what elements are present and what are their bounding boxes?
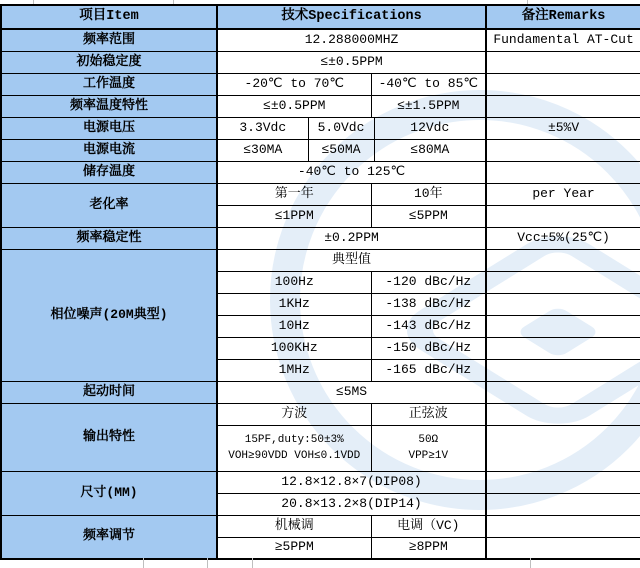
operating-temp-std: -20℃ to 70℃ xyxy=(217,73,371,95)
row-storage-temp xyxy=(1,161,640,183)
output-sine-line1: 50Ω xyxy=(418,433,439,446)
spec-table xyxy=(0,4,640,560)
remarks-empty-cell xyxy=(486,271,640,293)
dimensions-dip08: 12.8×12.8×7(DIP08) xyxy=(217,471,486,493)
remarks-empty-cell xyxy=(486,425,640,471)
phase-noise-value: -165 dBc/Hz xyxy=(371,359,486,381)
storage-temp-label: 储存温度 xyxy=(1,161,217,183)
remarks-empty-cell xyxy=(486,493,640,515)
row-dimensions-dip08 xyxy=(1,471,640,493)
remarks-empty-cell xyxy=(486,359,640,381)
remarks-empty-cell xyxy=(486,139,640,161)
freq-adjust-mech-header: 机械调 xyxy=(217,515,371,537)
remarks-empty-cell xyxy=(486,337,640,359)
row-aging-periods xyxy=(1,183,640,205)
freq-adjust-vc-value: ≥8PPM xyxy=(371,537,486,559)
supply-current-5v: ≤50MA xyxy=(308,139,374,161)
phase-noise-offset: 100Hz xyxy=(217,271,371,293)
phase-noise-offset: 1KHz xyxy=(217,293,371,315)
operating-temp-label: 工作温度 xyxy=(1,73,217,95)
remarks-empty-cell xyxy=(486,381,640,403)
row-freq-stability xyxy=(1,227,640,249)
supply-current-3v3: ≤30MA xyxy=(217,139,308,161)
operating-temp-ext: -40℃ to 85℃ xyxy=(371,73,486,95)
freq-adjust-vc-header: 电调（VC) xyxy=(371,515,486,537)
aging-remark: per Year xyxy=(486,183,640,205)
startup-time-value: ≤5MS xyxy=(217,381,486,403)
remarks-empty-cell xyxy=(486,515,640,537)
supply-voltage-5v: 5.0Vdc xyxy=(308,117,374,139)
freq-temp-char-std: ≤±0.5PPM xyxy=(217,95,371,117)
freq-temp-char-label: 频率温度特性 xyxy=(1,95,217,117)
output-sine-header: 正弦波 xyxy=(371,403,486,425)
phase-noise-offset: 1MHz xyxy=(217,359,371,381)
remarks-empty-cell xyxy=(486,403,640,425)
output-sine-spec xyxy=(371,425,486,471)
freq-temp-char-ext: ≤±1.5PPM xyxy=(371,95,486,117)
dimensions-dip14: 20.8×13.2×8(DIP14) xyxy=(217,493,486,515)
freq-range-label: 频率范围 xyxy=(1,29,217,51)
remarks-empty-cell xyxy=(486,95,640,117)
output-square-line2: VOH≥90VDD VOH≤0.1VDD xyxy=(228,450,361,462)
freq-adjust-mech-value: ≥5PPM xyxy=(217,537,371,559)
phase-noise-typical: 典型值 xyxy=(217,249,486,271)
initial-stability-label: 初始稳定度 xyxy=(1,51,217,73)
gridline-tick xyxy=(207,558,208,568)
aging-value-2: ≤5PPM xyxy=(371,205,486,227)
row-phase-noise-typical xyxy=(1,249,640,271)
phase-noise-offset: 100KHz xyxy=(217,337,371,359)
output-square-spec xyxy=(217,425,371,471)
initial-stability-value: ≤±0.5PPM xyxy=(217,51,486,73)
aging-label: 老化率 xyxy=(1,183,217,227)
supply-voltage-remark: ±5%V xyxy=(486,117,640,139)
row-operating-temp xyxy=(1,73,640,95)
gridline-tick xyxy=(530,558,531,568)
dimensions-label: 尺寸(MM) xyxy=(1,471,217,515)
remarks-empty-cell xyxy=(486,537,640,559)
gridline-tick xyxy=(252,558,253,568)
aging-value-1: ≤1PPM xyxy=(217,205,371,227)
remarks-empty-cell xyxy=(486,293,640,315)
freq-stability-remark: Vcc±5%(25℃) xyxy=(486,227,640,249)
phase-noise-value: -138 dBc/Hz xyxy=(371,293,486,315)
row-supply-current xyxy=(1,139,640,161)
output-square-line1: 15PF,duty:50±3% xyxy=(244,433,344,446)
freq-stability-label: 频率稳定性 xyxy=(1,227,217,249)
header-spec: 技术Specifications xyxy=(217,5,486,29)
output-square-header: 方波 xyxy=(217,403,371,425)
output-label: 输出特性 xyxy=(1,403,217,471)
remarks-empty-cell xyxy=(486,161,640,183)
phase-noise-label: 相位噪声(20M典型) xyxy=(1,249,217,381)
supply-voltage-label: 电源电压 xyxy=(1,117,217,139)
row-freq-range xyxy=(1,29,640,51)
freq-range-value: 12.288000MHZ xyxy=(217,29,486,51)
aging-period-2: 10年 xyxy=(371,183,486,205)
gridline-tick xyxy=(143,558,144,568)
supply-current-label: 电源电流 xyxy=(1,139,217,161)
row-output-headers xyxy=(1,403,640,425)
phase-noise-value: -143 dBc/Hz xyxy=(371,315,486,337)
freq-stability-value: ±0.2PPM xyxy=(217,227,486,249)
startup-time-label: 起动时间 xyxy=(1,381,217,403)
row-supply-voltage xyxy=(1,117,640,139)
storage-temp-value: -40℃ to 125℃ xyxy=(217,161,486,183)
remarks-empty-cell xyxy=(486,471,640,493)
header-item: 项目Item xyxy=(1,5,217,29)
remarks-empty-cell xyxy=(486,249,640,271)
phase-noise-value: -150 dBc/Hz xyxy=(371,337,486,359)
phase-noise-value: -120 dBc/Hz xyxy=(371,271,486,293)
row-freq-adjust-headers xyxy=(1,515,640,537)
row-initial-stability xyxy=(1,51,640,73)
aging-period-1: 第一年 xyxy=(217,183,371,205)
header-remarks: 备注Remarks xyxy=(486,5,640,29)
phase-noise-offset: 10Hz xyxy=(217,315,371,337)
table-header-row xyxy=(1,5,640,29)
output-sine-line2: VPP≥1V xyxy=(408,450,449,462)
freq-adjust-label: 频率调节 xyxy=(1,515,217,559)
row-freq-temp-char xyxy=(1,95,640,117)
supply-voltage-3v3: 3.3Vdc xyxy=(217,117,308,139)
remarks-empty-cell xyxy=(486,205,640,227)
remarks-empty-cell xyxy=(486,51,640,73)
row-startup-time xyxy=(1,381,640,403)
remarks-empty-cell xyxy=(486,73,640,95)
freq-range-remark: Fundamental AT-Cut xyxy=(486,29,640,51)
supply-current-12v: ≤80MA xyxy=(374,139,486,161)
supply-voltage-12v: 12Vdc xyxy=(374,117,486,139)
remarks-empty-cell xyxy=(486,315,640,337)
